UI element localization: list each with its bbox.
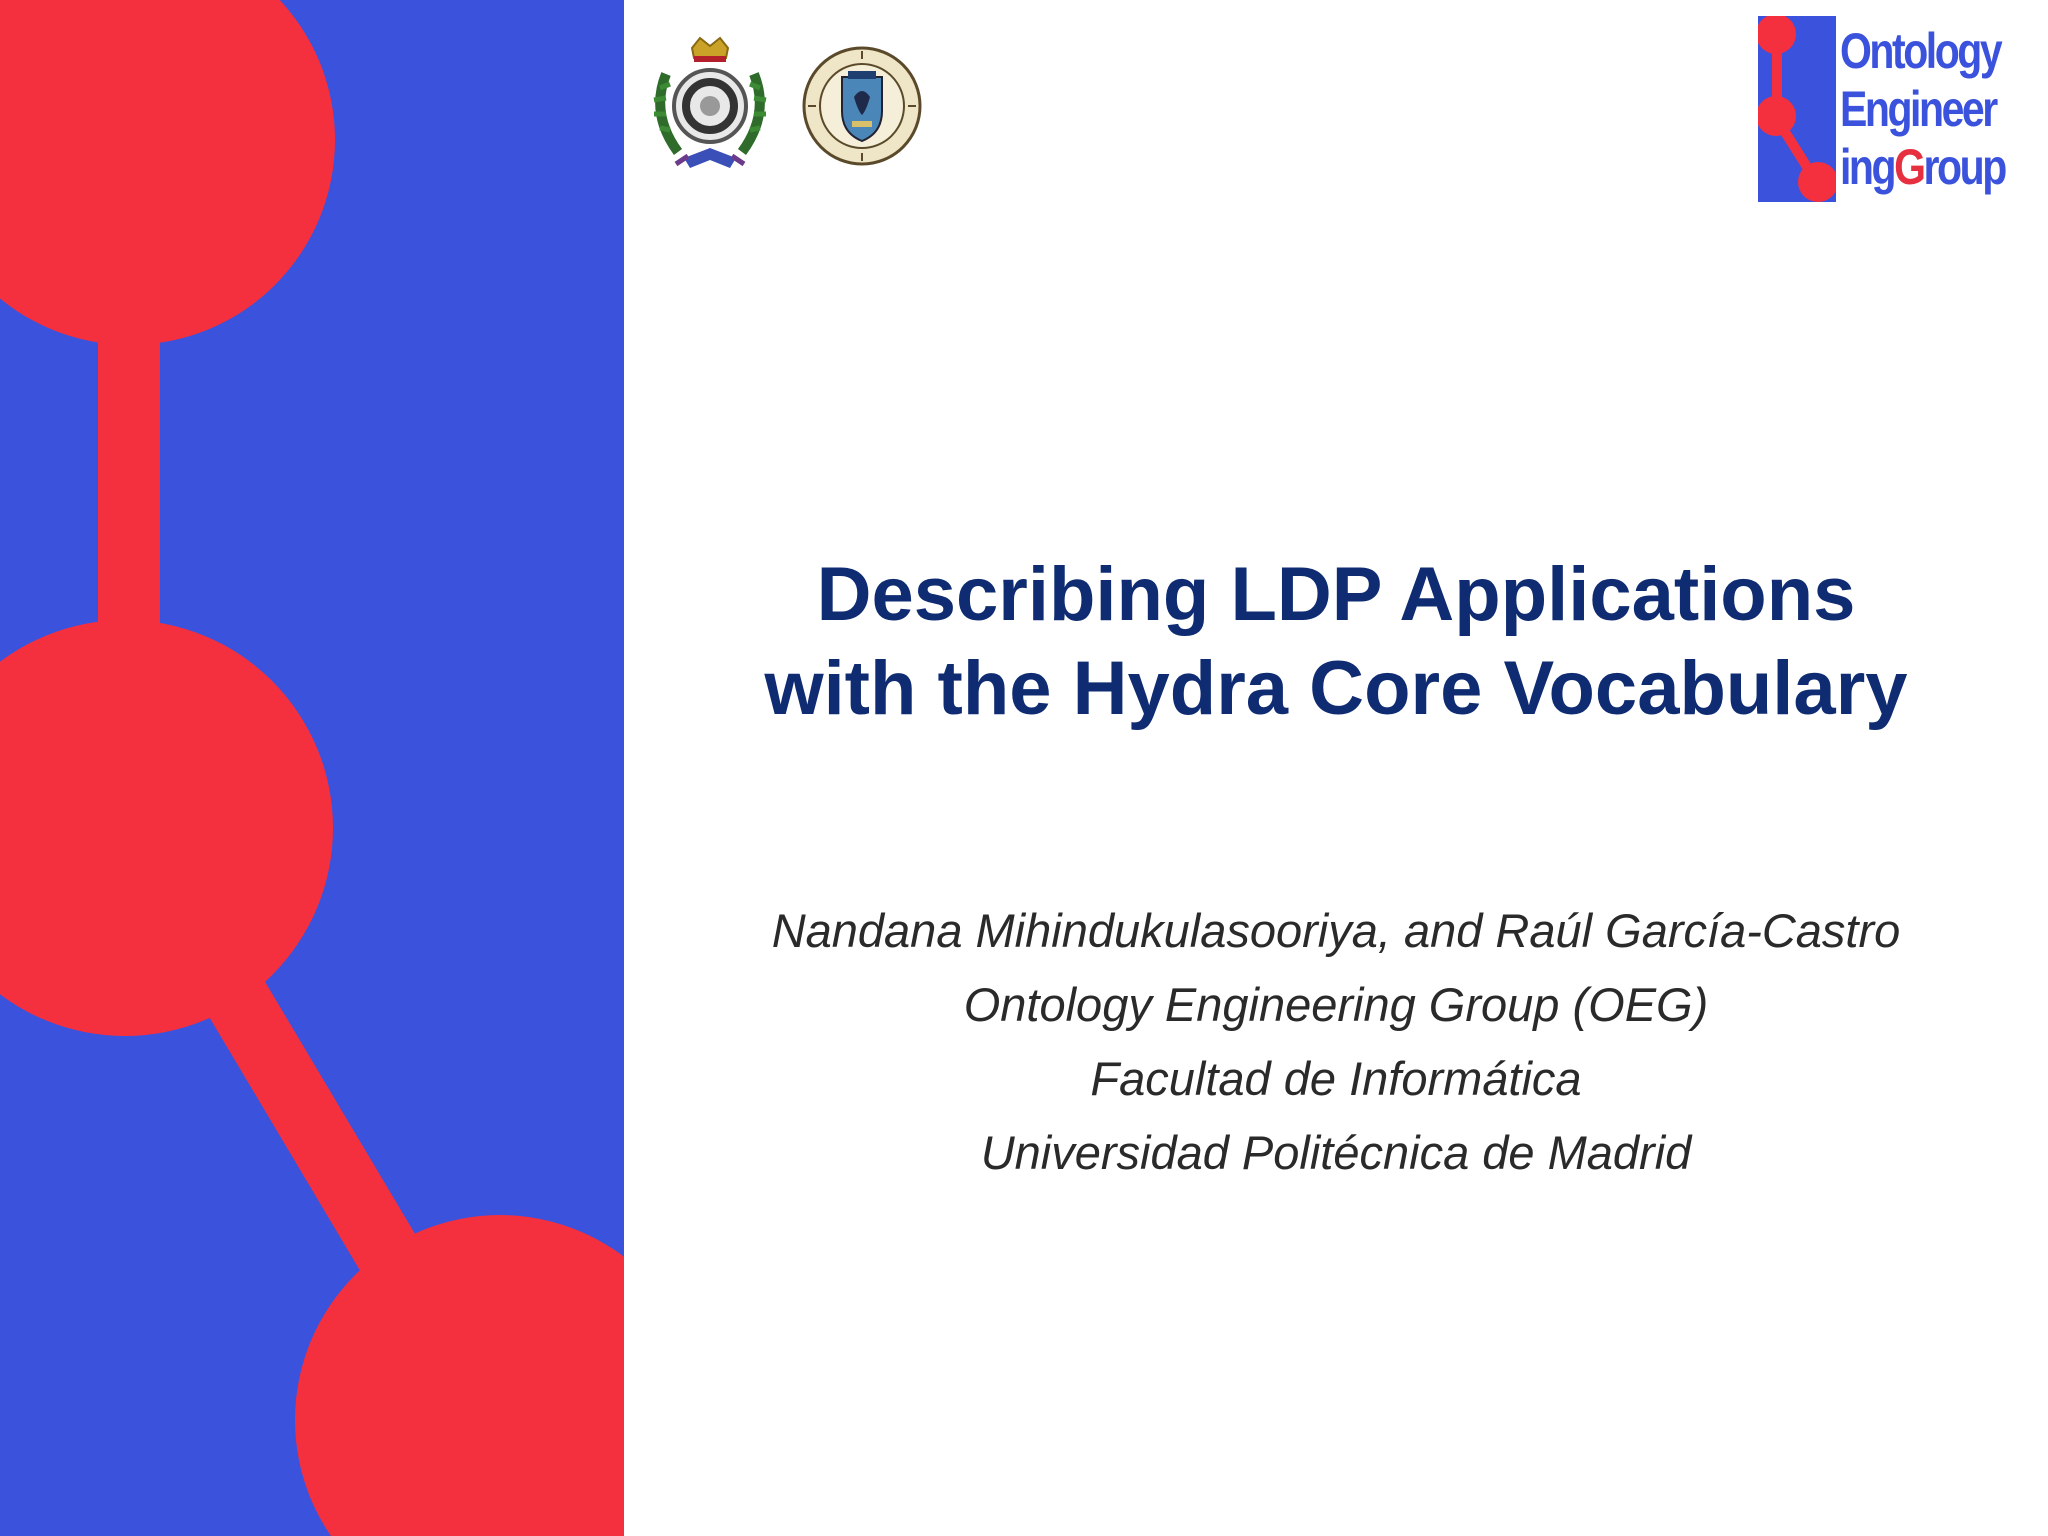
author-names: Nandana Mihindukulasooriya, and Raúl García-Castro [771,904,1901,957]
oeg-logo-wordmark [1836,16,2041,202]
institution-crests [648,34,924,178]
decorative-molecule-panel [0,0,624,1536]
oeg-logo-molecule-icon [1758,16,1836,202]
affiliation-faculty: Facultad de Informática [1090,1052,1582,1105]
molecule-graphic [0,0,624,1536]
affiliation-university: Universidad Politécnica de Madrid [980,1126,1692,1179]
affiliation-group: Ontology Engineering Group (OEG) [963,978,1709,1031]
university-seal-icon [800,41,924,171]
slide-title [624,548,2048,736]
author-block [624,894,2048,1190]
oeg-logo-line-2: Engineer [1840,81,1996,137]
oeg-logo-line-1: Ontology [1840,23,2001,79]
faculty-crest-icon [648,34,772,178]
oeg-logo [1758,16,2022,202]
slide-title-line-1: Describing LDP Applications [816,552,1856,637]
slide-title-line-2: with the Hydra Core Vocabulary [764,646,1908,731]
oeg-logo-line-3: ingGroup [1840,139,2005,195]
